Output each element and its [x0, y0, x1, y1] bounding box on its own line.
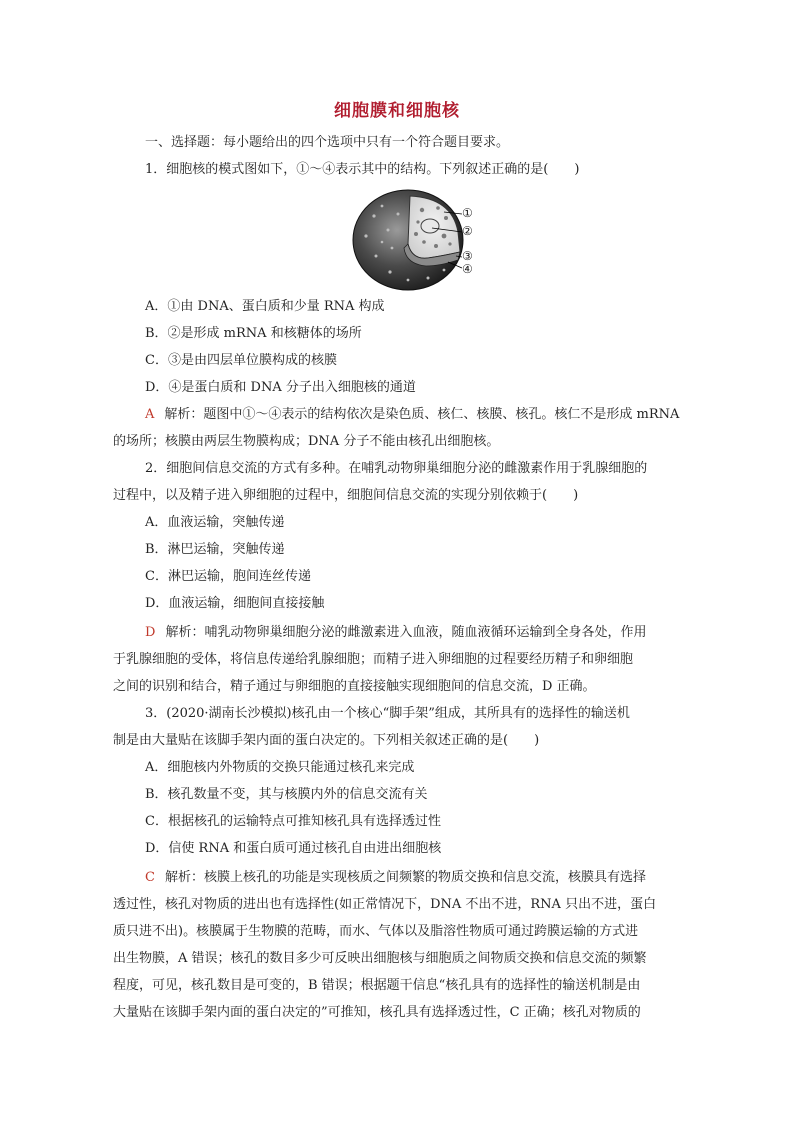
- q1-stem: 1．细胞核的模式图如下，①～④表示其中的结构。下列叙述正确的是( ): [145, 162, 580, 177]
- q3-option-b: B．核孔数量不变，其与核膜内外的信息交流有关: [145, 787, 428, 802]
- q1-analysis-line-1: A 解析：题图中①～④表示的结构依次是染色质、核仁、核膜、核孔。核仁不是形成 mRNA: [145, 407, 680, 422]
- q1-answer: A: [145, 407, 155, 422]
- q1-option-d: D．④是蛋白质和 DNA 分子出入细胞核的通道: [145, 380, 416, 395]
- q2-option-d: D．血液运输，细胞间直接接触: [145, 596, 325, 611]
- q3-option-a: A．细胞核内外物质的交换只能通过核孔来完成: [145, 760, 415, 775]
- q3-stem-line-1: 3．(2020·湖南长沙模拟)核孔由一个核心“脚手架”组成，其所具有的选择性的输送机: [145, 706, 630, 721]
- figure-label-1: ①: [462, 206, 473, 220]
- q2-answer: D: [145, 625, 156, 640]
- q3-analysis-line-1: C 解析：核膜上核孔的功能是实现核质之间频繁的物质交换和信息交流，核膜具有选择: [145, 870, 646, 885]
- section-heading: 一、选择题：每小题给出的四个选项中只有一个符合题目要求。: [145, 135, 510, 150]
- q3-answer: C: [145, 870, 155, 885]
- q1-option-c: C．③是由四层单位膜构成的核膜: [145, 353, 337, 368]
- q3-analysis-line-2: 透过性，核孔对物质的进出也有选择性(如正常情况下，DNA 不出不进，RNA 只出不进，蛋白: [113, 897, 657, 912]
- figure-label-3: ③: [462, 249, 473, 263]
- q3-stem-line-2: 制是由大量贴在该脚手架内面的蛋白决定的。下列相关叙述正确的是( ): [113, 733, 540, 748]
- q2-option-b: B．淋巴运输，突触传递: [145, 542, 285, 557]
- q1-analysis-line-2: 的场所；核膜由两层生物膜构成；DNA 分子不能由核孔出细胞核。: [113, 434, 500, 449]
- q1-option-b: B．②是形成 mRNA 和核糖体的场所: [145, 326, 362, 341]
- q3-analysis-line-4: 出生物膜，A 错误；核孔的数目多少可反映出细胞核与细胞质之间物质交换和信息交流的频繁: [113, 951, 647, 966]
- q2-option-a: A．血液运输，突触传递: [145, 515, 285, 530]
- q3-option-c: C．根据核孔的运输特点可推知核孔具有选择透过性: [145, 814, 441, 829]
- figure-label-2: ②: [462, 224, 473, 238]
- q2-analysis-line-3: 之间的识别和结合，精子通过与卵细胞的直接接触实现细胞间的信息交流，D 正确。: [113, 679, 596, 694]
- q1-option-a: A．①由 DNA、蛋白质和少量 RNA 构成: [145, 299, 385, 314]
- q2-option-c: C．淋巴运输，胞间连丝传递: [145, 569, 311, 584]
- q3-option-d: D．信使 RNA 和蛋白质可通过核孔自由进出细胞核: [145, 841, 442, 856]
- q3-analysis-line-5: 程度，可见，核孔数目是可变的，B 错误；根据题干信息“核孔具有的选择性的输送机制是由: [113, 978, 641, 993]
- q2-analysis-line-2: 于乳腺细胞的受体，将信息传递给乳腺细胞；而精子进入卵细胞的过程要经历精子和卵细胞: [113, 652, 634, 667]
- figure-label-4: ④: [462, 262, 473, 276]
- q3-analysis-line-3: 质只进不出)。核膜属于生物膜的范畴，而水、气体以及脂溶性物质可通过跨膜运输的方式进: [113, 924, 639, 939]
- page-title: 细胞膜和细胞核: [334, 101, 460, 121]
- q3-analysis-line-6: 大量贴在该脚手架内面的蛋白决定的”可推知，核孔具有选择透过性，C 正确；核孔对物质的: [113, 1005, 641, 1020]
- q2-stem-line-2: 过程中，以及精子进入卵细胞的过程中，细胞间信息交流的实现分别依赖于( ): [113, 488, 579, 503]
- q2-stem-line-1: 2．细胞间信息交流的方式有多种。在哺乳动物卵巢细胞分泌的雌激素作用于乳腺细胞的: [145, 461, 648, 476]
- q2-analysis-line-1: D 解析：哺乳动物卵巢细胞分泌的雌激素进入血液，随血液循环运输到全身各处，作用: [145, 625, 647, 640]
- nucleus-diagram: [352, 186, 492, 292]
